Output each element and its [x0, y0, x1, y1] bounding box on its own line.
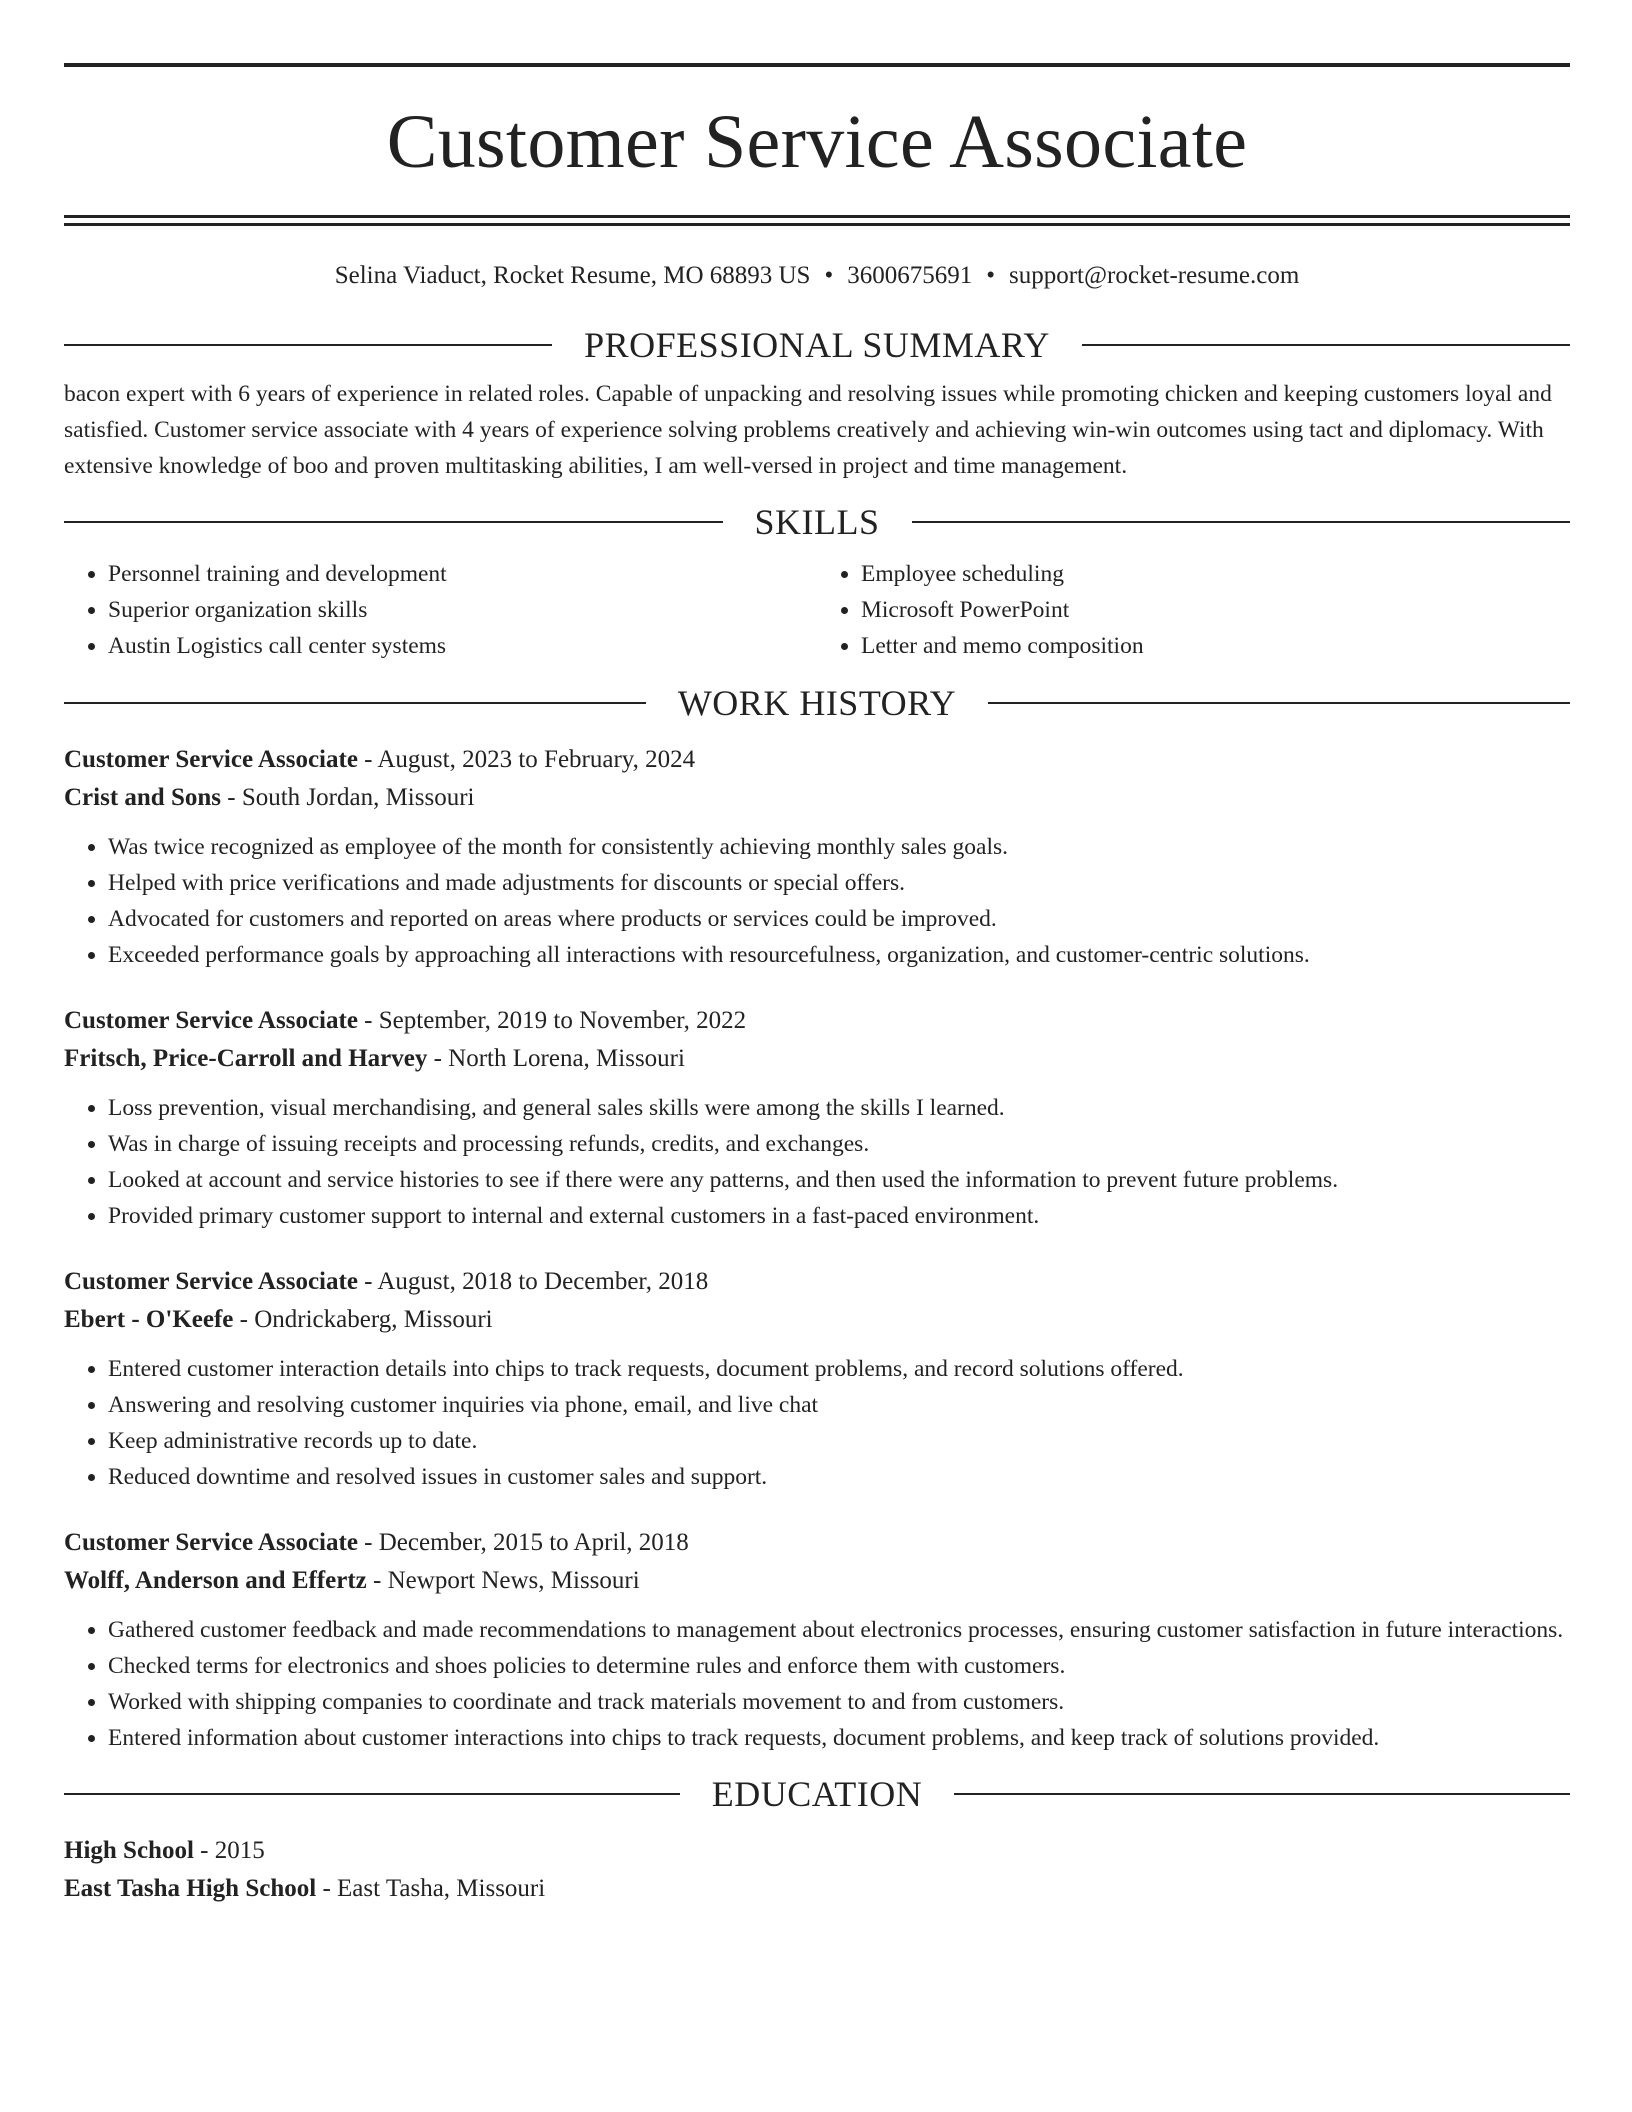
job-title-line: Customer Service Associate - September, 2019 to November, 2022	[64, 1007, 747, 1034]
education-location: East Tasha, Missouri	[337, 1875, 546, 1902]
job-dates: December, 2015 to April, 2018	[378, 1529, 689, 1556]
job-title: Customer Service Associate	[64, 746, 358, 773]
job-bullet: • Provided primary customer support to internal and external customers in a fast-paced environment.	[108, 1198, 1570, 1234]
job-bullets	[64, 829, 1570, 973]
job-title: Customer Service Associate	[64, 1268, 358, 1295]
job-bullet: • Gathered customer feedback and made recommendations to management about electronics processes, ensuring customer satisfaction in future interactions.	[108, 1612, 1570, 1648]
job-title: Customer Service Associate	[64, 1529, 358, 1556]
work-heading-text: WORK HISTORY	[677, 683, 957, 723]
job-bullet: • Loss prevention, visual merchandising, and general sales skills were among the skills I learned.	[108, 1090, 1570, 1126]
education-year: 2015	[214, 1837, 265, 1864]
skill-item: • Personnel training and development	[108, 556, 817, 592]
job-bullet: • Advocated for customers and reported on areas where products or services could be improved.	[108, 901, 1570, 937]
job-bullet: • Was twice recognized as employee of the month for consistently achieving monthly sales goals.	[108, 829, 1570, 865]
job-bullets	[64, 1351, 1570, 1495]
job-bullet: • Reduced downtime and resolved issues in customer sales and support.	[108, 1459, 1570, 1495]
skill-item: • Employee scheduling	[861, 556, 1570, 592]
job-bullet: • Helped with price verifications and made adjustments for discounts or special offers.	[108, 865, 1570, 901]
job-bullet: • Answering and resolving customer inquiries via phone, email, and live chat	[108, 1387, 1570, 1423]
job-company: Crist and Sons	[64, 784, 221, 811]
contact-address: Selina Viaduct, Rocket Resume, MO 68893 US	[334, 262, 811, 289]
education-degree-line: High School - 2015	[64, 1837, 265, 1864]
job-dates: August, 2018 to December, 2018	[377, 1268, 709, 1295]
job-company-line: Wolff, Anderson and Effertz - Newport News, Missouri	[64, 1567, 640, 1594]
job-bullet: • Exceeded performance goals by approaching all interactions with resourcefulness, organization, and customer-centric solutions.	[108, 937, 1570, 973]
job-dates: September, 2019 to November, 2022	[378, 1007, 747, 1034]
job-company: Ebert - O'Keefe	[64, 1306, 234, 1333]
job-company-line: Fritsch, Price-Carroll and Harvey - North Lorena, Missouri	[64, 1045, 685, 1072]
job-bullet: • Keep administrative records up to date.	[108, 1423, 1570, 1459]
job-company-line: Ebert - O'Keefe - Ondrickaberg, Missouri	[64, 1306, 493, 1333]
contact-phone: 3600675691	[847, 262, 973, 289]
skill-item: • Microsoft PowerPoint	[861, 592, 1570, 628]
job-bullet: • Entered customer interaction details into chips to track requests, document problems, and record solutions offered.	[108, 1351, 1570, 1387]
skill-item: • Austin Logistics call center systems	[108, 628, 817, 664]
resume-title: Customer Service Associate	[386, 100, 1248, 184]
job-bullet: • Worked with shipping companies to coordinate and track materials movement to and from customers.	[108, 1684, 1570, 1720]
contact-email: support@rocket-resume.com	[1009, 262, 1300, 289]
education-heading	[64, 1772, 1570, 1816]
summary-heading-text: PROFESSIONAL SUMMARY	[584, 325, 1050, 365]
skills-heading	[64, 500, 1570, 544]
skill-item: • Superior organization skills	[108, 592, 817, 628]
job-title-line: Customer Service Associate - August, 2023 to February, 2024	[64, 746, 696, 773]
job-entry	[64, 1002, 1570, 1234]
job-company-line: Crist and Sons - South Jordan, Missouri	[64, 784, 475, 811]
contact-separator: •	[824, 262, 834, 289]
top-rule	[64, 63, 1570, 67]
education-school: East Tasha High School	[64, 1875, 317, 1902]
job-location: Newport News, Missouri	[387, 1567, 640, 1594]
job-dates: August, 2023 to February, 2024	[377, 746, 696, 773]
resume-page	[64, 63, 1570, 1908]
contact-separator: •	[986, 262, 995, 289]
education-school-line: East Tasha High School - East Tasha, Missouri	[64, 1875, 546, 1902]
job-company: Wolff, Anderson and Effertz	[64, 1567, 367, 1594]
job-bullet: • Entered information about customer interactions into chips to track requests, document problems, and keep track of solutions provided.	[108, 1720, 1570, 1756]
title-double-rule	[64, 215, 1570, 226]
job-location: North Lorena, Missouri	[448, 1045, 685, 1072]
summary-text: bacon expert with 6 years of experience in related roles. Capable of unpacking and resolving issues while promoting chicken and keeping customers loyal and satisfied. Customer service associate with 4 years of experience solving problems creatively and achieving win-win outcomes using tact and diplomacy. With extensive knowledge of boo and proven multitasking abilities, I am well-versed in project and time management.	[64, 381, 1552, 479]
contact-line	[64, 261, 1570, 291]
skill-item: • Letter and memo composition	[861, 628, 1570, 664]
job-title: Customer Service Associate	[64, 1007, 358, 1034]
skills-list	[64, 556, 1570, 664]
skills-column-right	[817, 556, 1570, 664]
job-bullet: • Was in charge of issuing receipts and processing refunds, credits, and exchanges.	[108, 1126, 1570, 1162]
job-bullets	[64, 1612, 1570, 1756]
job-bullet: • Checked terms for electronics and shoes policies to determine rules and enforce them with customers.	[108, 1648, 1570, 1684]
education-degree: High School	[64, 1837, 194, 1864]
job-location: Ondrickaberg, Missouri	[254, 1306, 493, 1333]
skills-heading-text: SKILLS	[754, 502, 880, 542]
job-entry	[64, 1263, 1570, 1495]
job-title-line: Customer Service Associate - August, 2018 to December, 2018	[64, 1268, 709, 1295]
work-heading	[64, 681, 1570, 725]
job-bullet: • Looked at account and service histories to see if there were any patterns, and then used the information to prevent future problems.	[108, 1162, 1570, 1198]
skills-column-left	[64, 556, 817, 664]
job-entry	[64, 1524, 1570, 1756]
education-heading-text: EDUCATION	[711, 1774, 923, 1814]
job-company: Fritsch, Price-Carroll and Harvey	[64, 1045, 428, 1072]
job-bullets	[64, 1090, 1570, 1234]
summary-heading	[64, 323, 1570, 367]
job-title-line: Customer Service Associate - December, 2015 to April, 2018	[64, 1529, 689, 1556]
job-location: South Jordan, Missouri	[241, 784, 475, 811]
job-entry	[64, 741, 1570, 973]
